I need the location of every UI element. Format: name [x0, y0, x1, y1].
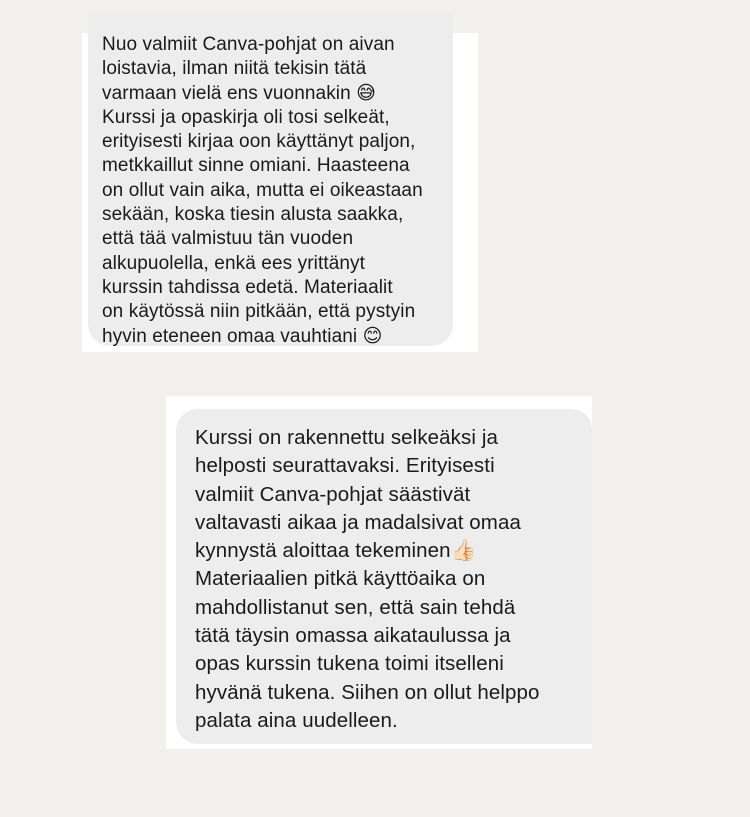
- message-text: Nuo valmiit Canva-pohjat on aivan loistavia, ilman niitä tekisin tätä varmaan vielä ens vuonnakin 😅 Kurssi ja opaskirja oli tosi selkeät, erityisesti kirjaa oon käyttänyt paljon, metkkaillut sinne omiani. Haasteena on ollut vain aika, mutta ei oikeastaan sekään, koska tiesin alusta saakka, että tää valmistuu tän vuoden alkupuolella, enkä ees yrittänyt kurssin tahdissa edetä. Materiaalit on käytössä niin pitkään, että pystyin hyvin eteneen omaa vauhtiani 😊: [102, 34, 423, 347]
- message-text: Kurssi on rakennettu selkeäksi ja helposti seurattavaksi. Erityisesti valmiit Canva-pohjat säästivät valtavasti aikaa ja madalsivat omaa kynnystä aloittaa tekeminen👍🏻 Materiaalien pitkä käyttöaika on mahdollistanut sen, että sain tehdä tätä täysin omassa aikataulussa ja opas kurssin tukena toimi itselleni hyvänä tukena. Siihen on ollut helppo palata aina uudelleen.: [195, 426, 540, 732]
- message-bubble: [88, 13, 453, 346]
- message-bubble: [176, 409, 592, 744]
- testimonial-card-2: [166, 396, 592, 749]
- testimonial-card-1: [82, 33, 478, 352]
